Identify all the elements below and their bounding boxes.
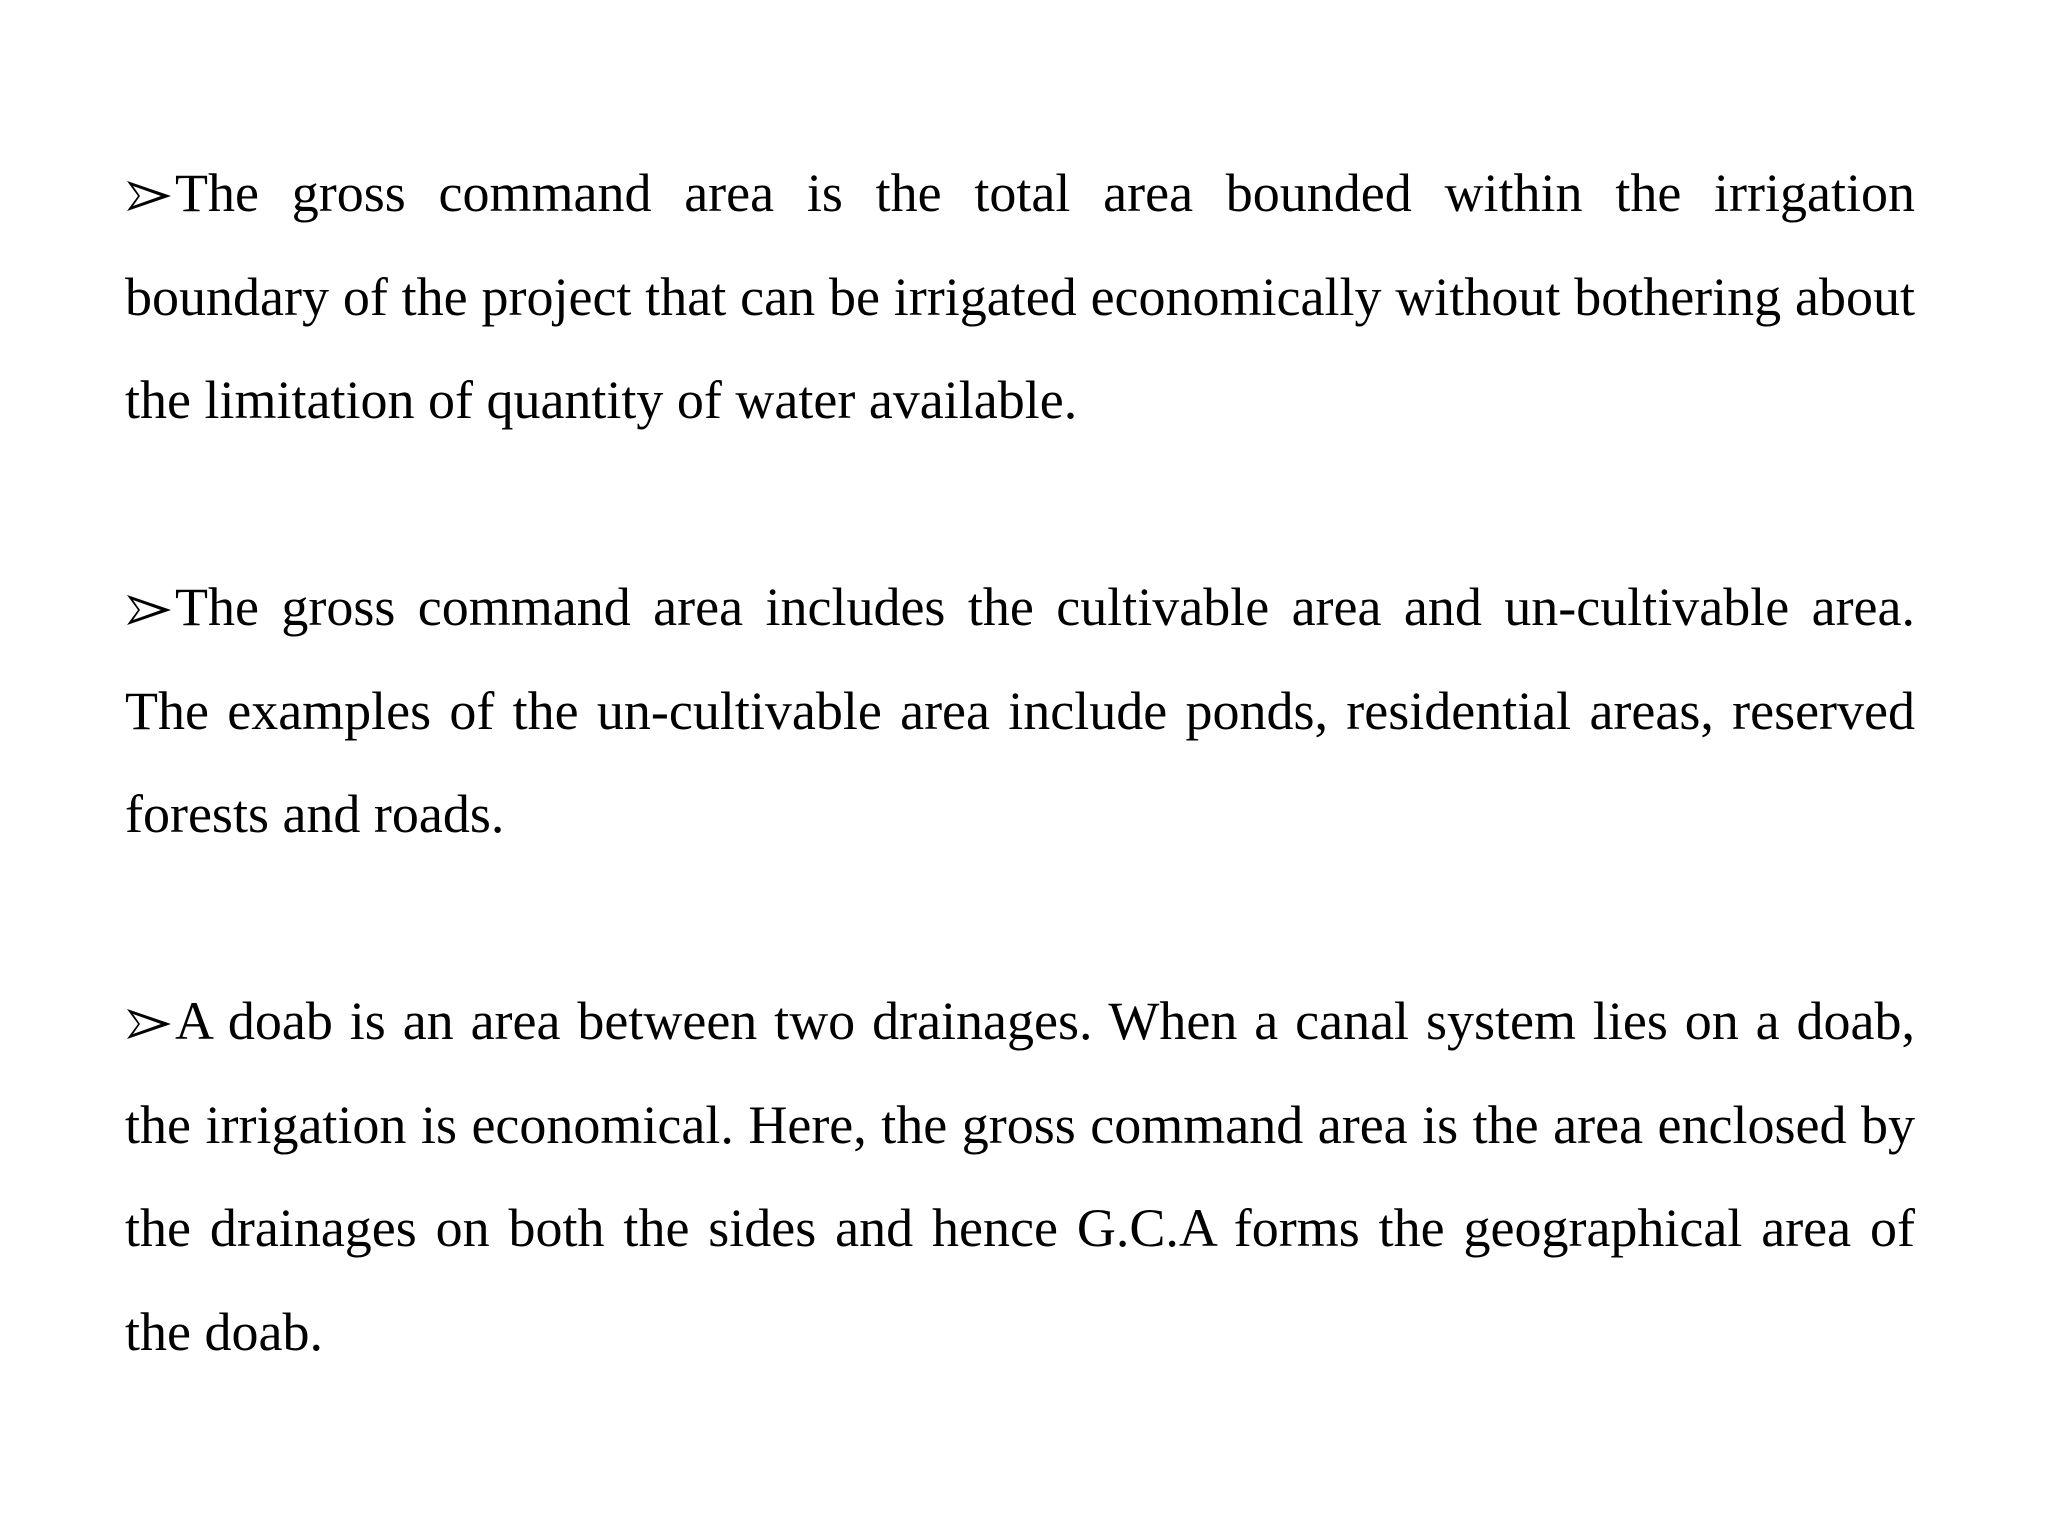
bullet-text-1: The gross command area is the total area bounded within the irrigation boundary of the project that can be irrigated economically without bothering about the limitation of quantity of water available.	[125, 163, 1915, 430]
bullet-paragraph-2	[125, 556, 1915, 867]
arrow-bullet-icon	[125, 1007, 173, 1041]
bullet-paragraph-1	[125, 142, 1915, 453]
arrow-bullet-icon	[125, 593, 173, 627]
arrow-bullet-icon	[125, 179, 173, 213]
bullet-paragraph-3	[125, 970, 1915, 1384]
bullet-text-2: The gross command area includes the cultivable area and un-cultivable area. The examples of the un-cultivable area include ponds, residential areas, reserved forests and roads.	[125, 577, 1915, 844]
slide-content	[125, 142, 1915, 1384]
bullet-text-3: A doab is an area between two drainages. When a canal system lies on a doab, the irrigation is economical. Here, the gross command area is the area enclosed by the drainages on both the sides and hence G.C.A forms the geographical area of the doab.	[125, 991, 1915, 1362]
